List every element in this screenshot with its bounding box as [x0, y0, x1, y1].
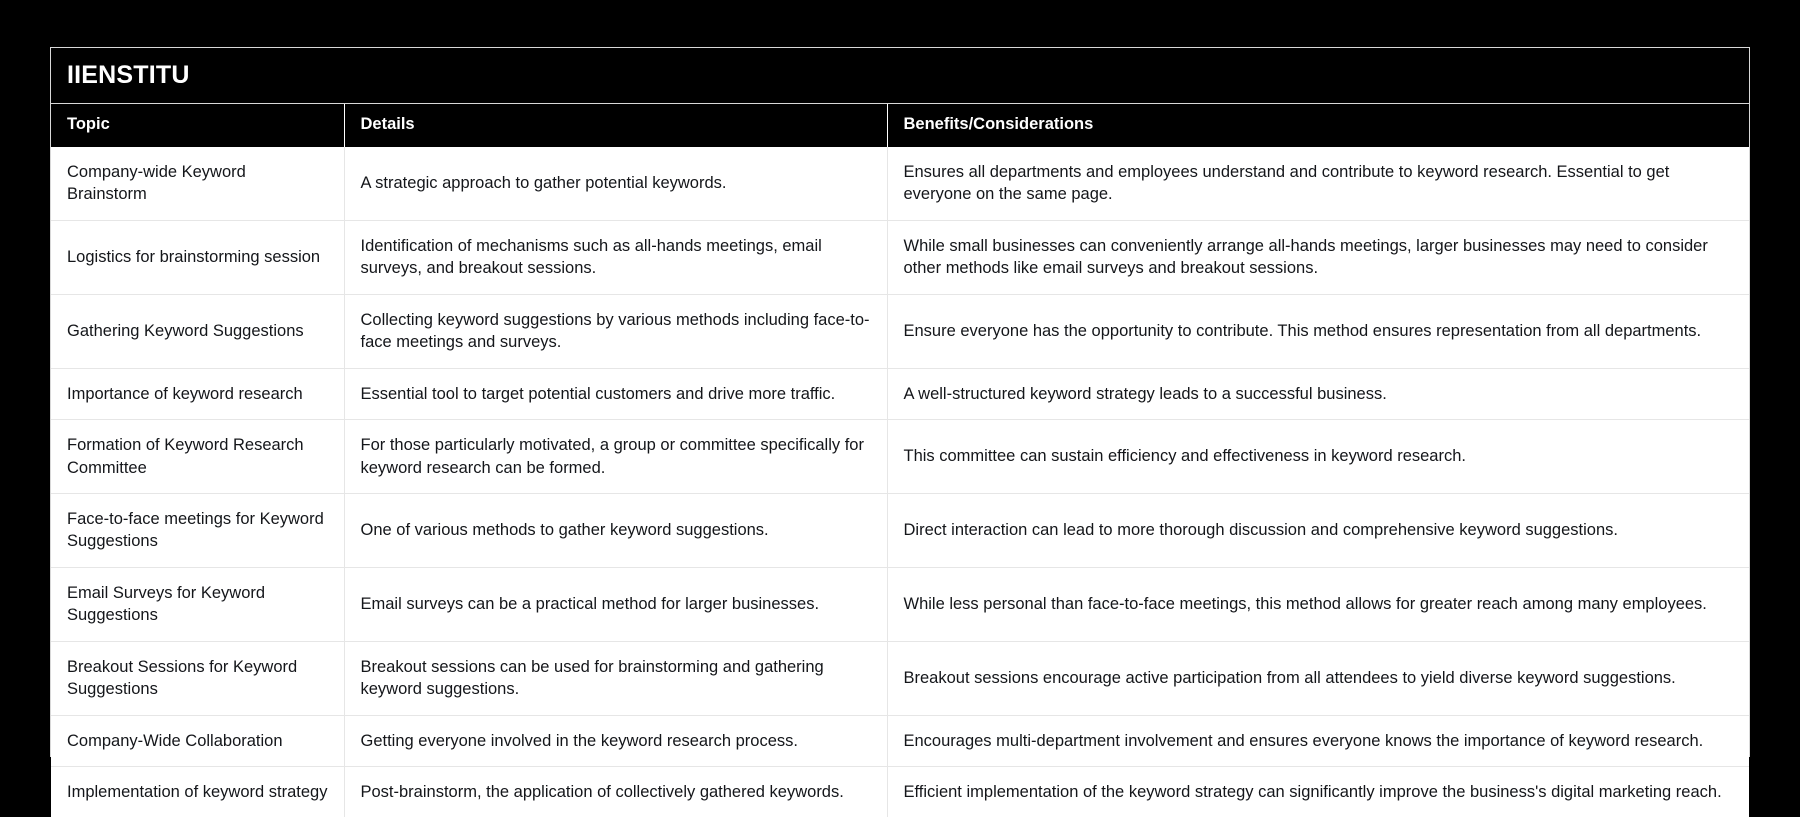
brand-title: IIENSTITU [67, 61, 190, 90]
cell-details: A strategic approach to gather potential keywords. [344, 147, 887, 220]
cell-details: Post-brainstorm, the application of collectively gathered keywords. [344, 767, 887, 817]
cell-details: Identification of mechanisms such as all-hands meetings, email surveys, and breakout sessions. [344, 220, 887, 294]
cell-details: One of various methods to gather keyword suggestions. [344, 493, 887, 567]
keyword-research-table [51, 104, 1749, 817]
table-row [51, 493, 1749, 567]
keyword-research-table-card [50, 47, 1750, 757]
cell-topic: Formation of Keyword Research Committee [51, 420, 344, 494]
table-header [51, 104, 1749, 147]
brand-header [51, 48, 1749, 104]
table-row [51, 294, 1749, 368]
cell-benefits: This committee can sustain efficiency and effectiveness in keyword research. [887, 420, 1749, 494]
cell-benefits: While small businesses can conveniently arrange all-hands meetings, larger businesses may need to consider other methods like email surveys and breakout sessions. [887, 220, 1749, 294]
table-row [51, 715, 1749, 766]
cell-details: Breakout sessions can be used for brainstorming and gathering keyword suggestions. [344, 641, 887, 715]
cell-benefits: Breakout sessions encourage active participation from all attendees to yield diverse keyword suggestions. [887, 641, 1749, 715]
cell-details: Getting everyone involved in the keyword research process. [344, 715, 887, 766]
cell-topic: Importance of keyword research [51, 368, 344, 419]
table-row [51, 767, 1749, 817]
table-row [51, 368, 1749, 419]
column-header-benefits: Benefits/Considerations [887, 104, 1749, 147]
cell-benefits: Efficient implementation of the keyword strategy can significantly improve the business's digital marketing reach. [887, 767, 1749, 817]
table-body [51, 147, 1749, 817]
table-row [51, 641, 1749, 715]
cell-topic: Company-wide Keyword Brainstorm [51, 147, 344, 220]
cell-topic: Implementation of keyword strategy [51, 767, 344, 817]
cell-benefits: A well-structured keyword strategy leads to a successful business. [887, 368, 1749, 419]
column-header-topic: Topic [51, 104, 344, 147]
cell-benefits: While less personal than face-to-face meetings, this method allows for greater reach among many employees. [887, 567, 1749, 641]
column-header-details: Details [344, 104, 887, 147]
cell-details: Essential tool to target potential customers and drive more traffic. [344, 368, 887, 419]
cell-details: Collecting keyword suggestions by various methods including face-to-face meetings and surveys. [344, 294, 887, 368]
cell-topic: Logistics for brainstorming session [51, 220, 344, 294]
table-row [51, 420, 1749, 494]
table-header-row [51, 104, 1749, 147]
cell-topic: Company-Wide Collaboration [51, 715, 344, 766]
cell-topic: Breakout Sessions for Keyword Suggestions [51, 641, 344, 715]
table-row [51, 147, 1749, 220]
cell-benefits: Encourages multi-department involvement and ensures everyone knows the importance of keyword research. [887, 715, 1749, 766]
table-row [51, 567, 1749, 641]
cell-details: Email surveys can be a practical method for larger businesses. [344, 567, 887, 641]
cell-benefits: Ensures all departments and employees understand and contribute to keyword research. Essential to get everyone on the same page. [887, 147, 1749, 220]
cell-topic: Face-to-face meetings for Keyword Suggestions [51, 493, 344, 567]
cell-benefits: Direct interaction can lead to more thorough discussion and comprehensive keyword suggestions. [887, 493, 1749, 567]
cell-topic: Email Surveys for Keyword Suggestions [51, 567, 344, 641]
cell-details: For those particularly motivated, a group or committee specifically for keyword research can be formed. [344, 420, 887, 494]
cell-benefits: Ensure everyone has the opportunity to contribute. This method ensures representation from all departments. [887, 294, 1749, 368]
cell-topic: Gathering Keyword Suggestions [51, 294, 344, 368]
table-row [51, 220, 1749, 294]
